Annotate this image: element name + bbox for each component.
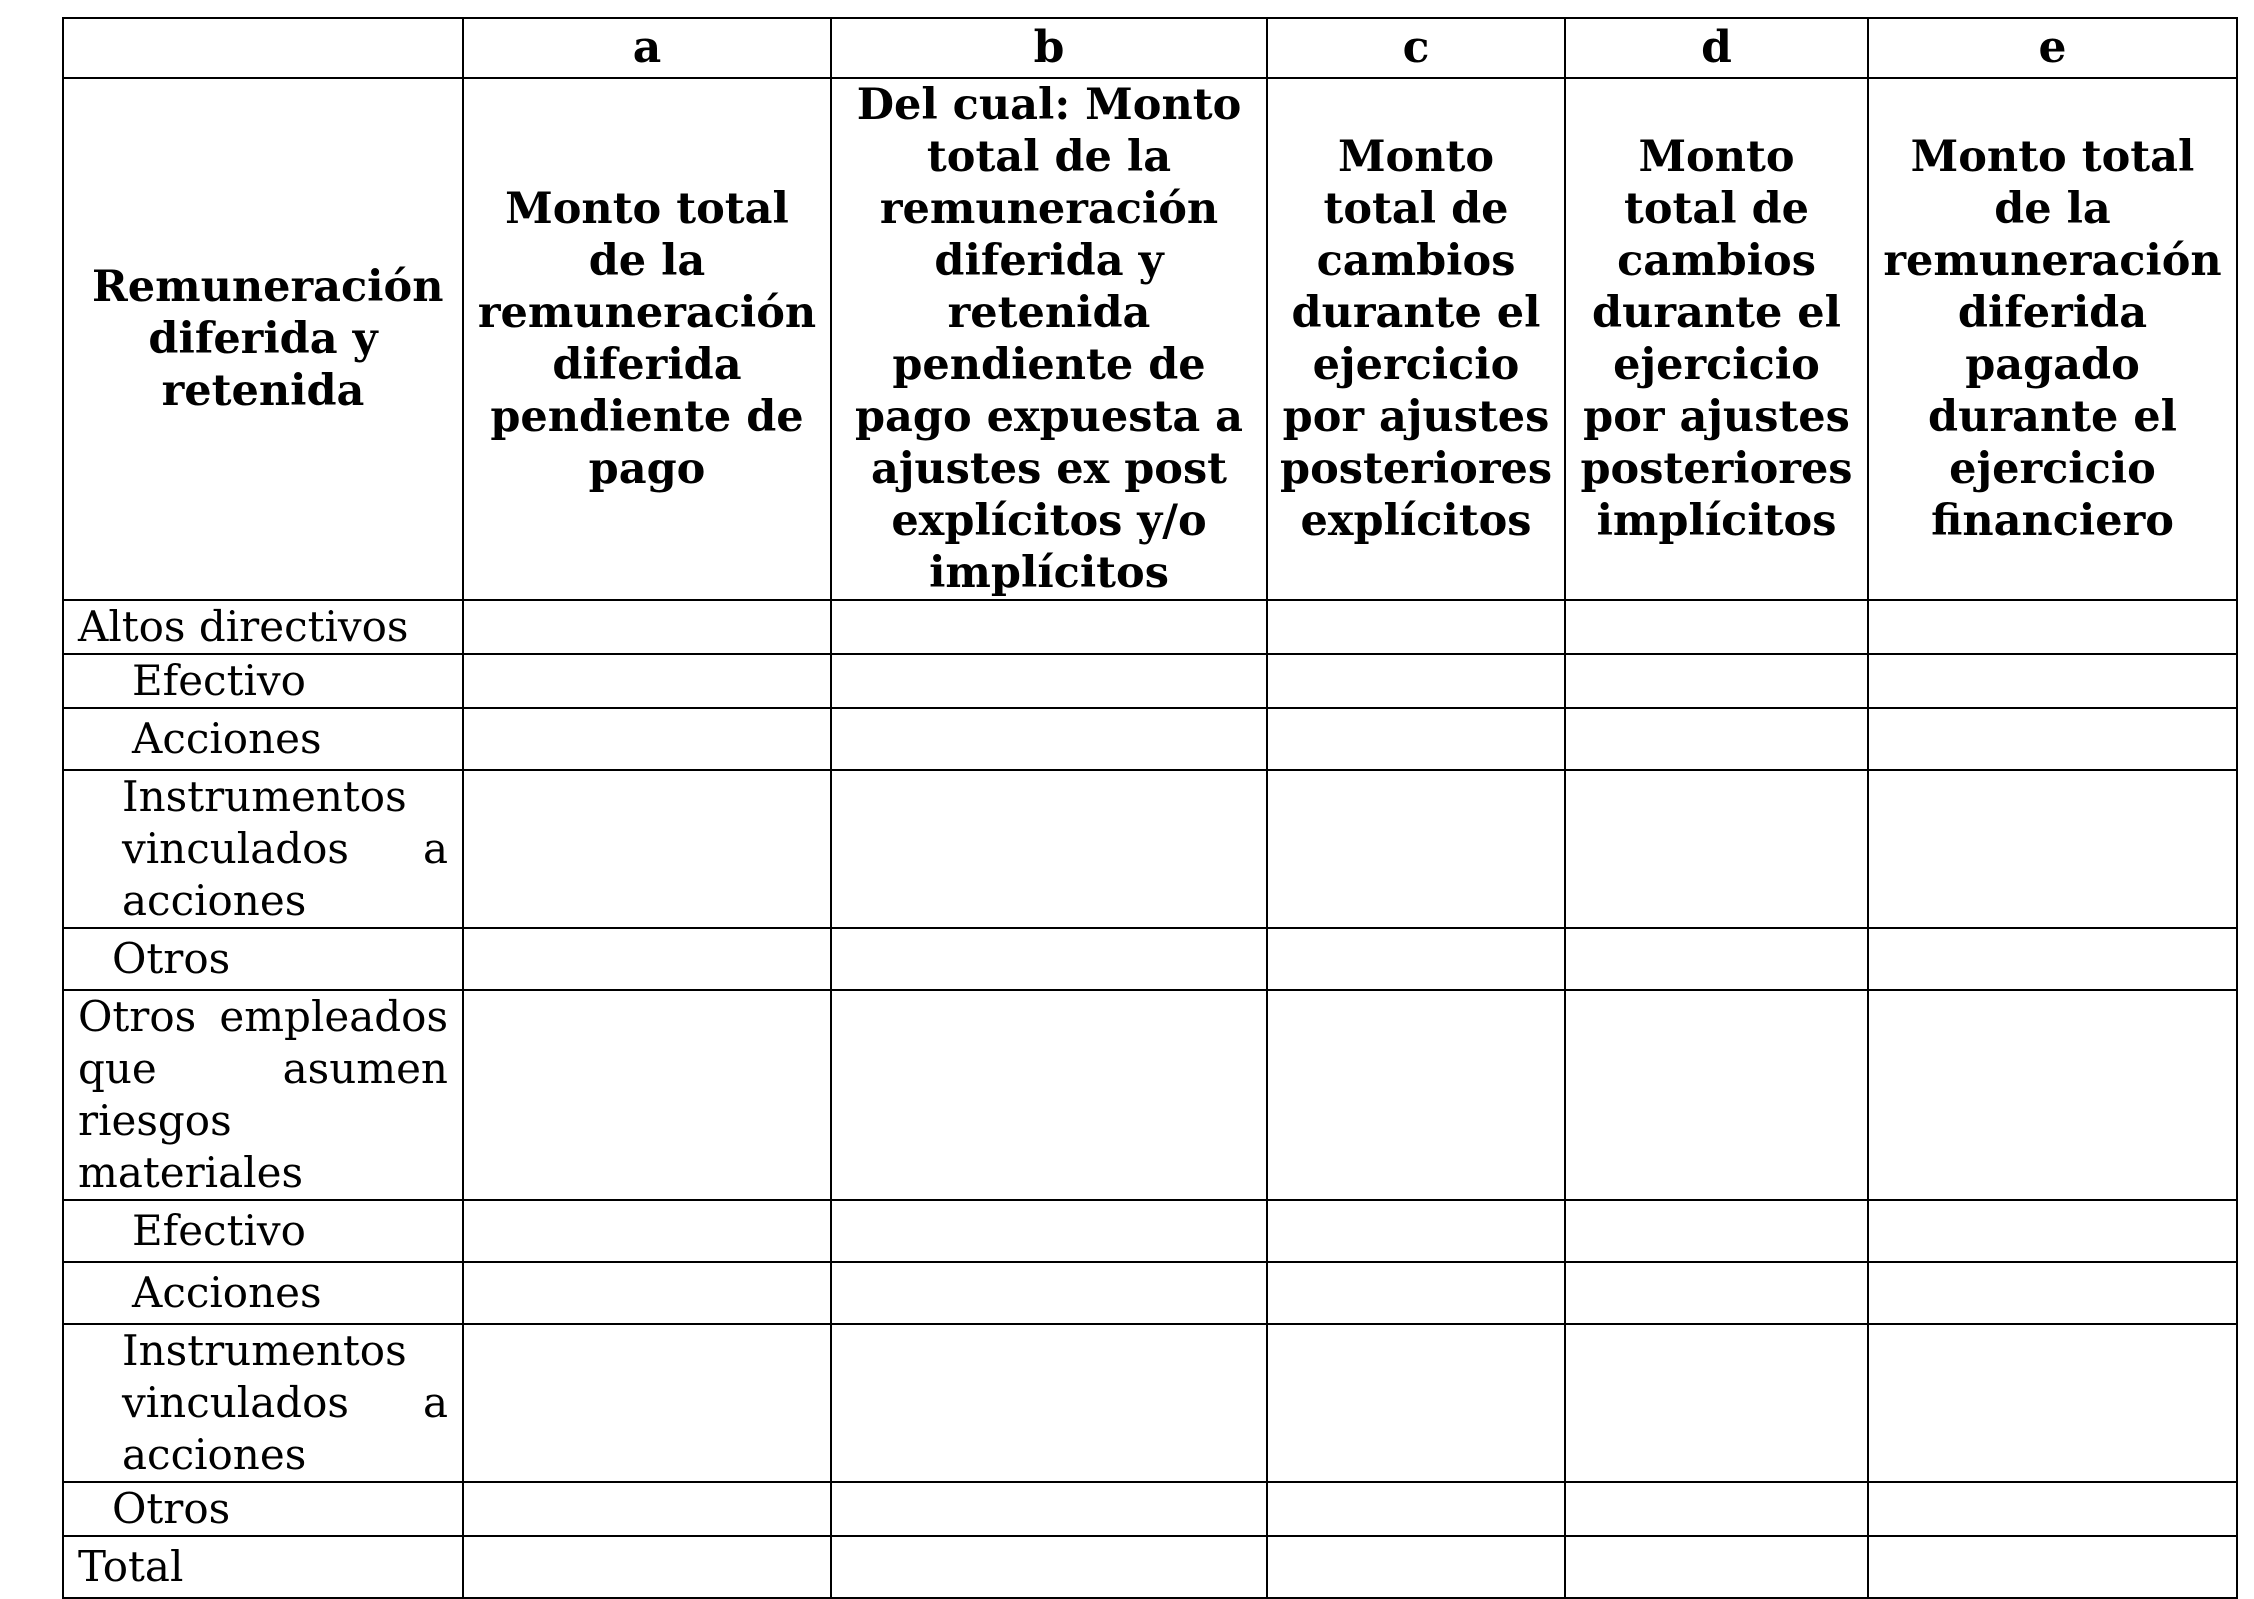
data-cell	[1267, 770, 1565, 928]
data-cell	[1868, 1324, 2237, 1482]
column-header-row	[63, 78, 2237, 600]
data-cell	[463, 1536, 831, 1598]
data-cell	[831, 600, 1267, 654]
data-cell	[1868, 990, 2237, 1200]
row-label: Altos directivos	[63, 600, 463, 654]
data-cell	[463, 708, 831, 770]
data-cell	[1565, 770, 1868, 928]
data-cell	[463, 1482, 831, 1536]
table-row	[63, 600, 2237, 654]
column-header: Del cual: Monto total de la remuneración diferida y retenida pendiente de pago expuesta a ajustes ex post explícitos y/o implícitos	[831, 78, 1267, 600]
row-label: Efectivo	[63, 1200, 463, 1262]
data-cell	[1267, 990, 1565, 1200]
row-label: Instrumentos vinculados a acciones	[63, 770, 463, 928]
total-row	[63, 1536, 2237, 1598]
data-cell	[1868, 600, 2237, 654]
data-cell	[1565, 600, 1868, 654]
data-cell	[831, 990, 1267, 1200]
data-cell	[1868, 1200, 2237, 1262]
deferred-remuneration-table	[62, 17, 2238, 1599]
data-cell	[1868, 654, 2237, 708]
data-cell	[1868, 1482, 2237, 1536]
row-label: Efectivo	[63, 654, 463, 708]
data-cell	[1565, 1536, 1868, 1598]
data-cell	[831, 1324, 1267, 1482]
data-cell	[1565, 1200, 1868, 1262]
data-cell	[463, 654, 831, 708]
data-cell	[463, 600, 831, 654]
data-cell	[831, 770, 1267, 928]
row-label: Instrumentos vinculados a acciones	[63, 1324, 463, 1482]
row-label: Otros empleados que asumen riesgos materiales	[63, 990, 463, 1200]
data-cell	[1868, 708, 2237, 770]
table-row	[63, 1324, 2237, 1482]
column-letter: a	[463, 18, 831, 78]
data-cell	[1565, 990, 1868, 1200]
data-cell	[463, 990, 831, 1200]
empty-corner-cell	[63, 18, 463, 78]
data-cell	[1267, 708, 1565, 770]
row-label: Acciones	[63, 708, 463, 770]
data-cell	[1565, 708, 1868, 770]
data-cell	[1565, 654, 1868, 708]
data-cell	[831, 1262, 1267, 1324]
data-cell	[463, 770, 831, 928]
column-header: Monto total de la remuneración diferida pendiente de pago	[463, 78, 831, 600]
data-cell	[831, 708, 1267, 770]
column-header: Monto total de cambios durante el ejercicio por ajustes posteriores implícitos	[1565, 78, 1868, 600]
column-header: Monto total de cambios durante el ejercicio por ajustes posteriores explícitos	[1267, 78, 1565, 600]
data-cell	[1565, 928, 1868, 990]
data-cell	[1565, 1482, 1868, 1536]
table-row	[63, 1200, 2237, 1262]
row-label: Otros	[63, 1482, 463, 1536]
data-cell	[831, 654, 1267, 708]
table-row	[63, 1262, 2237, 1324]
data-cell	[463, 1200, 831, 1262]
data-cell	[1868, 770, 2237, 928]
data-cell	[463, 1262, 831, 1324]
table-row	[63, 928, 2237, 990]
data-cell	[831, 928, 1267, 990]
data-cell	[1267, 1482, 1565, 1536]
data-cell	[463, 928, 831, 990]
table-row	[63, 990, 2237, 1200]
data-cell	[1868, 1536, 2237, 1598]
column-header: Monto total de la remuneración diferida pagado durante el ejercicio financiero	[1868, 78, 2237, 600]
data-cell	[1267, 1262, 1565, 1324]
data-cell	[1267, 1324, 1565, 1482]
data-cell	[1868, 928, 2237, 990]
data-cell	[1565, 1262, 1868, 1324]
row-header-title: Remuneración diferida y retenida	[63, 78, 463, 600]
row-label: Otros	[63, 928, 463, 990]
data-cell	[1267, 928, 1565, 990]
data-cell	[831, 1482, 1267, 1536]
table-row	[63, 654, 2237, 708]
data-cell	[1267, 600, 1565, 654]
data-cell	[1267, 654, 1565, 708]
table-row	[63, 708, 2237, 770]
data-cell	[831, 1536, 1267, 1598]
column-letter: b	[831, 18, 1267, 78]
table-row	[63, 1482, 2237, 1536]
column-letter-row	[63, 18, 2237, 78]
row-label: Acciones	[63, 1262, 463, 1324]
column-letter: c	[1267, 18, 1565, 78]
data-cell	[463, 1324, 831, 1482]
data-cell	[1565, 1324, 1868, 1482]
data-cell	[831, 1200, 1267, 1262]
data-cell	[1267, 1200, 1565, 1262]
data-cell	[1868, 1262, 2237, 1324]
column-letter: e	[1868, 18, 2237, 78]
column-letter: d	[1565, 18, 1868, 78]
row-label: Total	[63, 1536, 463, 1598]
data-cell	[1267, 1536, 1565, 1598]
table-row	[63, 770, 2237, 928]
